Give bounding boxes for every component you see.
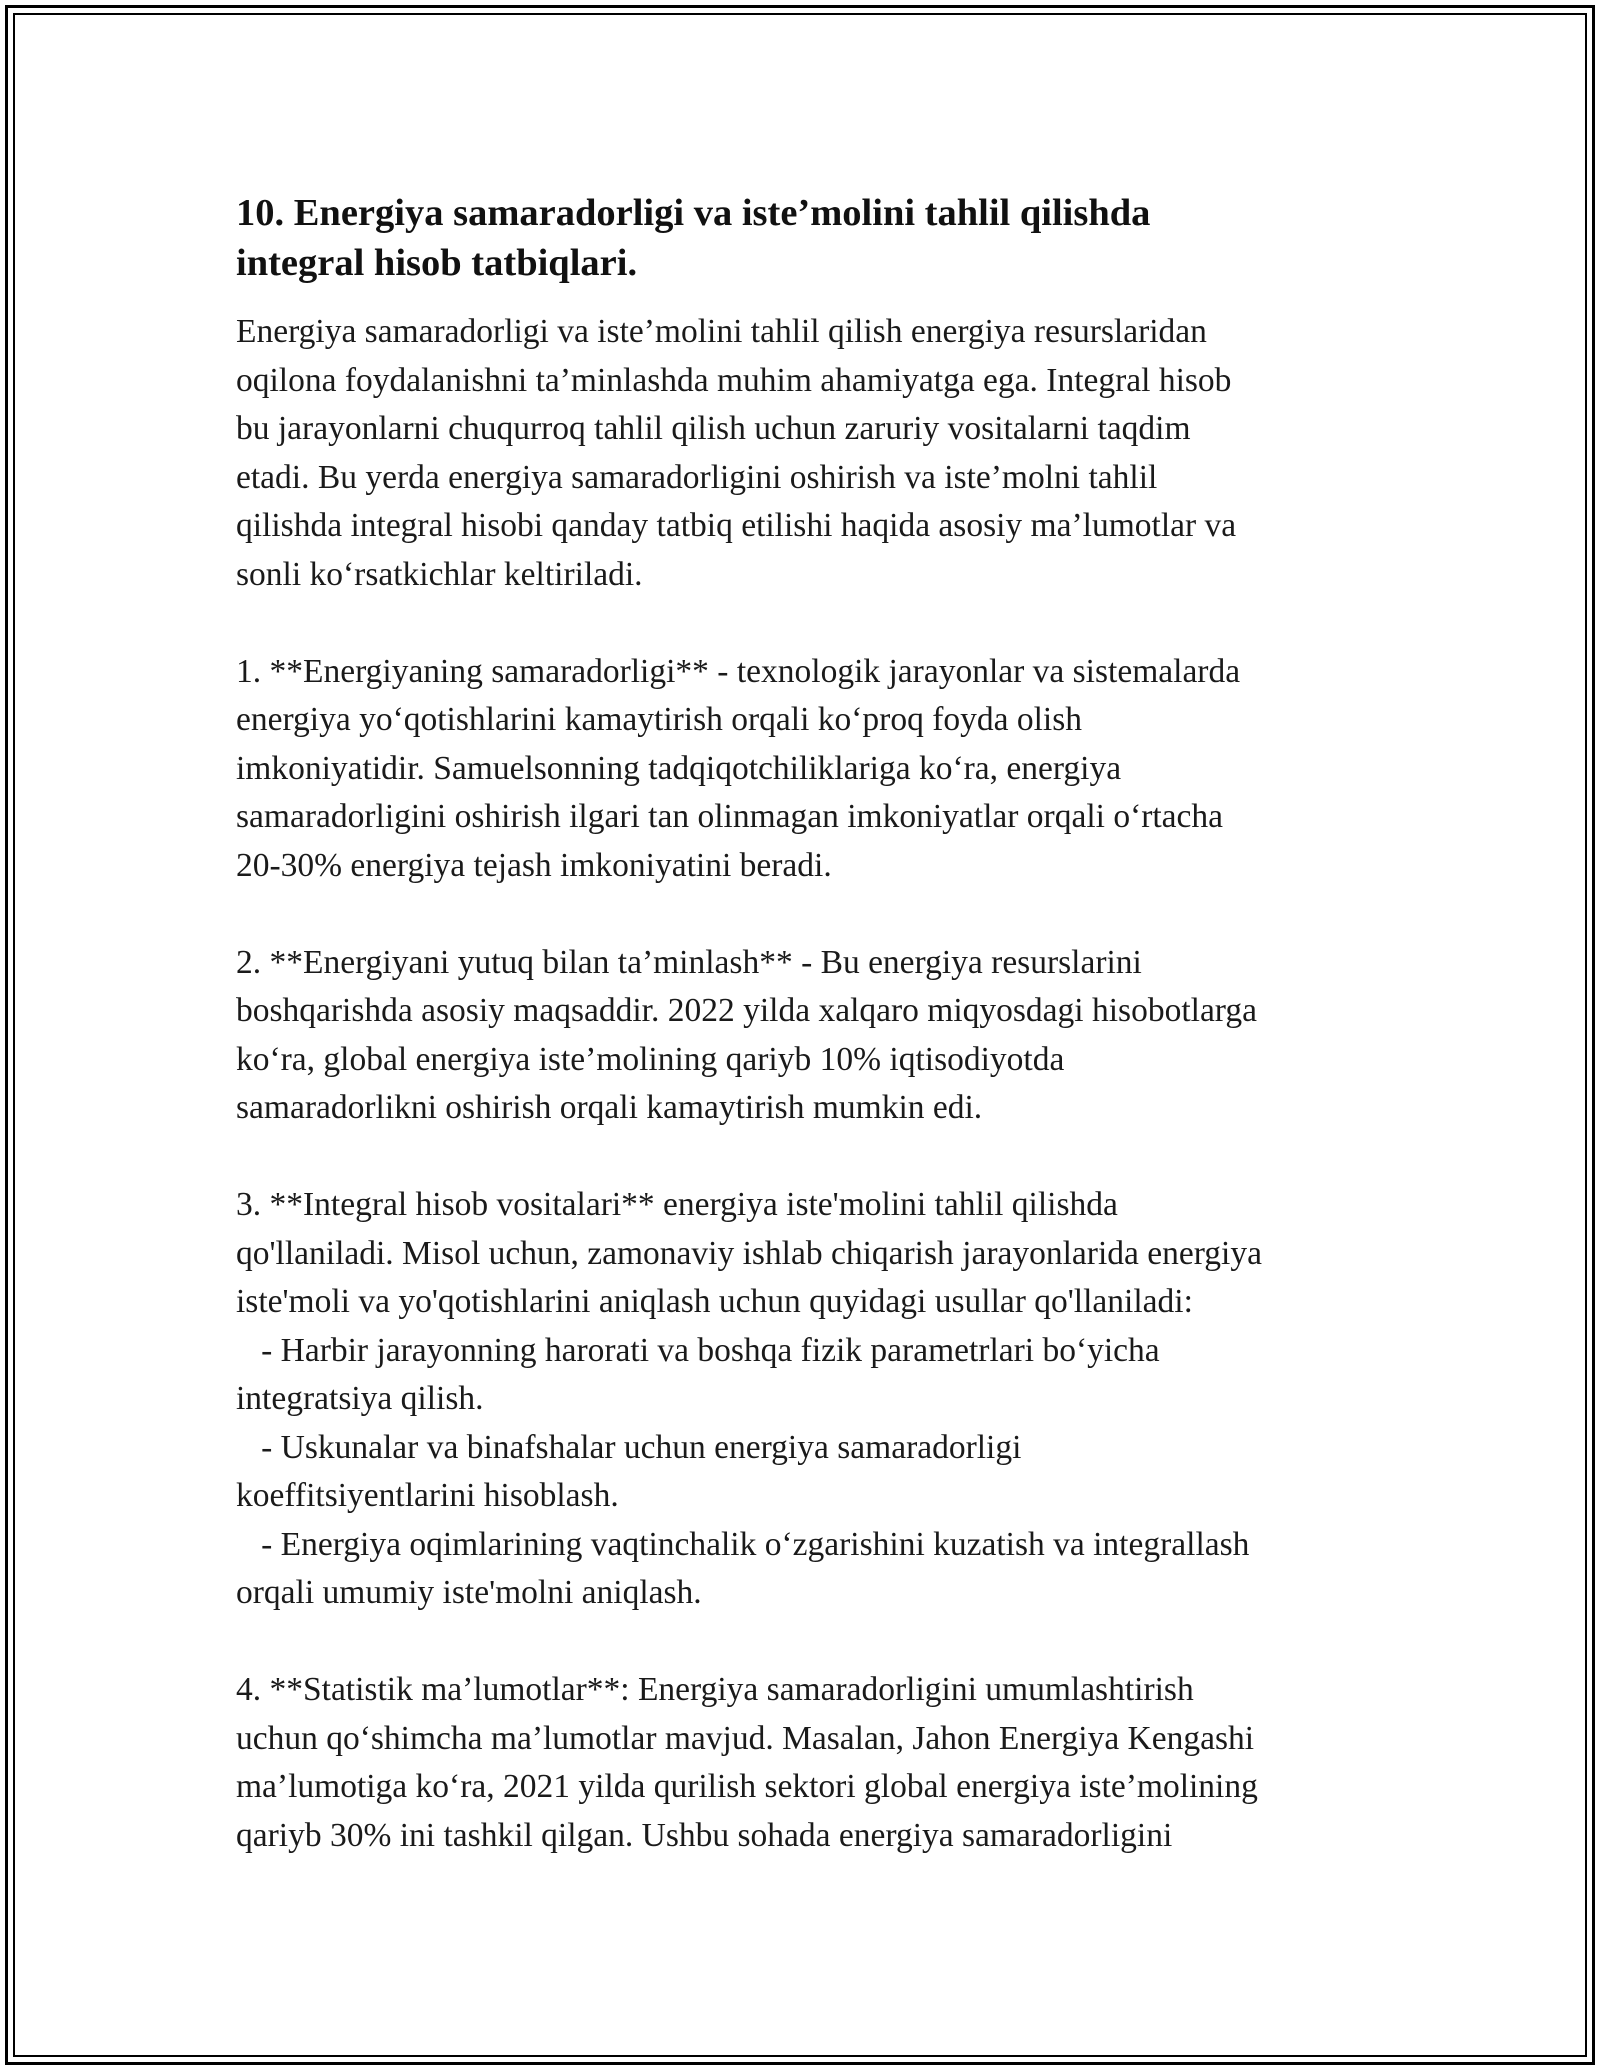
paragraph-line: 2. **Energiyani yutuq bilan ta’minlash** - Bu energiya resurslarini [236,943,1142,981]
list-bullet-line: - Uskunalar va binafshalar uchun energiya samaradorligi [236,1428,1022,1466]
item-4-paragraph [236,1666,1376,1860]
paragraph-line: integratsiya qilish. [236,1380,484,1417]
paragraph-line: imkoniyatidir. Samuelsonning tadqiqotchiliklariga ko‘ra, energiya [236,749,1122,787]
intro-paragraph [236,308,1376,599]
heading-line: 10. Energiya samaradorligi va iste’molini tahlil qilishda [236,192,1151,234]
paragraph-line: 3. **Integral hisob vositalari** energiya iste'molini tahlil qilishda [236,1186,1118,1223]
paragraph-line: Energiya samaradorligi va iste’molini tahlil qilish energiya resurslaridan [236,313,1207,350]
paragraph-line: oqilona foydalanishni ta’minlashda muhim ahamiyatga ega. Integral hisob [236,361,1232,399]
paragraph-line: energiya yo‘qotishlarini kamaytirish orqali ko‘proq foyda olish [236,701,1083,738]
paragraph-line: etadi. Bu yerda energiya samaradorligini oshirish va iste’molni tahlil [236,458,1158,496]
paragraph-line: sonli ko‘rsatkichlar keltiriladi. [236,555,643,593]
heading-line: integral hisob tatbiqlari. [236,242,638,284]
paragraph-line: orqali umumiy iste'molni aniqlash. [236,1574,702,1611]
paragraph-line: 20-30% energiya tejash imkoniyatini beradi. [236,846,832,884]
paragraph-line: qariyb 30% ini tashkil qilgan. Ushbu sohada energiya samaradorligini [236,1816,1173,1854]
document-body [236,188,1376,1909]
paragraph-line: koeffitsiyentlarini hisoblash. [236,1477,619,1514]
paragraph-line: qo'llaniladi. Misol uchun, zamonaviy ishlab chiqarish jarayonlarida energiya [236,1234,1262,1272]
paragraph-line: ko‘ra, global energiya iste’molining qariyb 10% iqtisodiyotda [236,1040,1065,1078]
item-3-paragraph [236,1181,1376,1618]
paragraph-line: 4. **Statistik ma’lumotlar**: Energiya samaradorligini umumlashtirish [236,1671,1194,1708]
paragraph-line: samaradorlikni oshirish orqali kamaytirish mumkin edi. [236,1089,983,1126]
section-heading [236,188,1376,288]
paragraph-line: bu jarayonlarni chuqurroq tahlil qilish uchun zaruriy vositalarni taqdim [236,410,1191,447]
paragraph-line: ma’lumotiga ko‘ra, 2021 yilda qurilish sektori global energiya iste’molining [236,1768,1258,1805]
paragraph-line: qilishda integral hisobi qanday tatbiq etilishi haqida asosiy ma’lumotlar va [236,507,1237,544]
paragraph-line: 1. **Energiyaning samaradorligi** - texnologik jarayonlar va sistemalarda [236,652,1241,690]
list-bullet-line: - Harbir jarayonning harorati va boshqa fizik parametrlari bo‘yicha [236,1331,1160,1369]
item-2-paragraph [236,939,1376,1133]
item-1-paragraph [236,648,1376,891]
paragraph-line: boshqarishda asosiy maqsaddir. 2022 yilda xalqaro miqyosdagi hisobotlarga [236,992,1257,1029]
list-bullet-line: - Energiya oqimlarining vaqtinchalik o‘zgarishini kuzatish va integrallash [236,1525,1250,1563]
paragraph-line: uchun qo‘shimcha ma’lumotlar mavjud. Masalan, Jahon Energiya Kengashi [236,1719,1255,1757]
paragraph-line: iste'moli va yo'qotishlarini aniqlash uchun quyidagi usullar qo'llaniladi: [236,1283,1193,1320]
paragraph-line: samaradorligini oshirish ilgari tan olinmagan imkoniyatlar orqali o‘rtacha [236,798,1224,835]
